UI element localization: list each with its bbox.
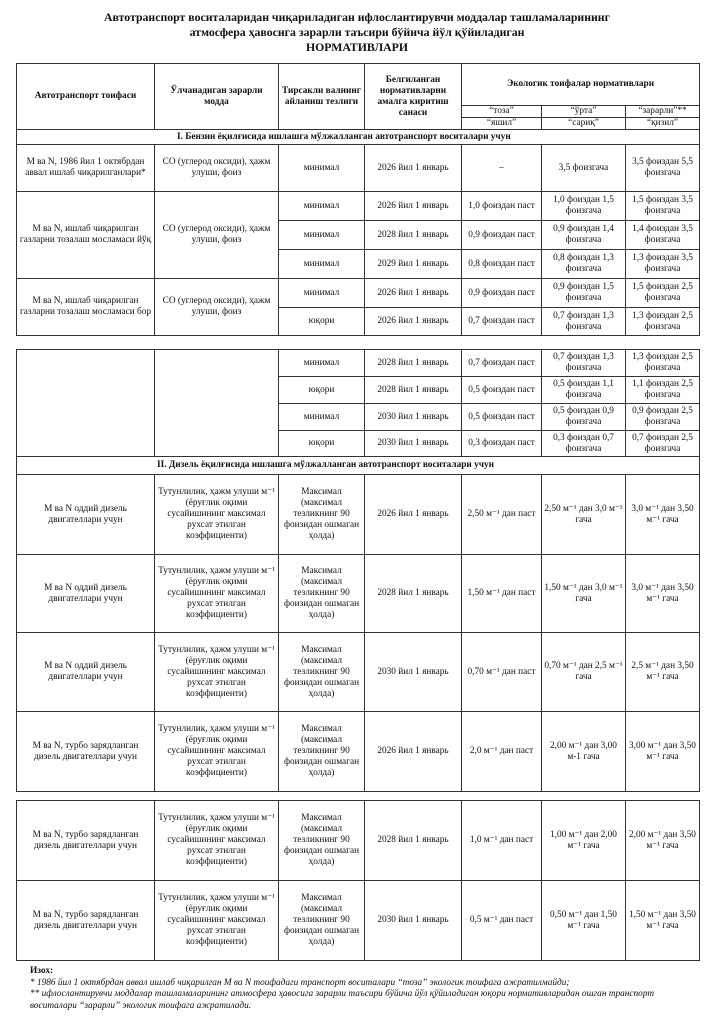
category-cell: M ва N, 1986 йил 1 октябрдан аввал ишлаб чиқарилганлари* xyxy=(17,145,155,192)
harm-cell: 1,5 фоиздан 3,5 фоизгача xyxy=(626,192,700,221)
harm-cell: 1,1 фоиздан 2,5 фоизгача xyxy=(626,377,700,404)
clean-cell: 0,3 фоиздан паст xyxy=(462,431,542,457)
harm-cell: 1,3 фоиздан 2,5 фоизгача xyxy=(626,308,700,336)
category-cell: M ва N, турбо зарядланган дизель двигателлари учун xyxy=(17,881,155,961)
clean-cell: 0,5 фоиздан паст xyxy=(462,404,542,431)
mid-cell: 2,00 м⁻¹ дан 3,00 м-1 гача xyxy=(542,712,626,792)
harm-cell: 1,5 фоиздан 2,5 фоизгача xyxy=(626,279,700,308)
speed-cell: Максимал (максимал тезликнинг 90 фоизидан ошмаган ҳолда) xyxy=(279,633,365,712)
mid-cell: 3,5 фоизгача xyxy=(542,145,626,192)
speed-cell: минимал xyxy=(279,279,365,308)
date-cell: 2030 йил 1 январь xyxy=(365,633,462,712)
date-cell: 2026 йил 1 январь xyxy=(365,475,462,555)
speed-cell: Максимал (максимал тезликнинг 90 фоизидан ошмаган ҳолда) xyxy=(279,801,365,881)
norms-table-part1 xyxy=(16,63,700,336)
header-harm-color: “қизил” xyxy=(626,118,700,130)
mid-cell: 1,50 м⁻¹ дан 3,0 м⁻¹ гача xyxy=(542,555,626,633)
clean-cell: – xyxy=(462,145,542,192)
clean-cell: 0,8 фоиздан паст xyxy=(462,250,542,279)
harm-cell: 1,50 м⁻¹ дан 3,50 м⁻¹ гача xyxy=(626,881,700,961)
table-row xyxy=(17,350,700,377)
substance-cell: Тутунлилик, ҳажм улуши м⁻¹ (ёруғлик оқими сусайишининг максимал рухсат этилган коэффициенти) xyxy=(155,475,279,555)
speed-cell: минимал xyxy=(279,404,365,431)
table-row xyxy=(17,145,700,192)
harm-cell: 0,7 фоиздан 2,5 фоизгача xyxy=(626,431,700,457)
header-mid-color: “сариқ” xyxy=(542,118,626,130)
table-row xyxy=(17,475,700,555)
mid-cell: 0,8 фоиздан 1,3 фоизгача xyxy=(542,250,626,279)
mid-cell: 2,50 м⁻¹ дан 3,0 м⁻¹ гача xyxy=(542,475,626,555)
speed-cell: Максимал (максимал тезликнинг 90 фоизидан ошмаган ҳолда) xyxy=(279,712,365,792)
date-cell: 2029 йил 1 январь xyxy=(365,250,462,279)
mid-cell: 0,9 фоиздан 1,4 фоизгача xyxy=(542,221,626,250)
clean-cell: 0,5 фоиздан паст xyxy=(462,377,542,404)
note-2: ** ифлослантирувчи моддалар ташламаларининг атмосфера ҳавосига зарарли таъсири бўйича йўл қўйиладиган юқори нормативларидан ошган транспорт воситалари “зарарли” экологик тоифага ажратилади. xyxy=(30,989,655,1011)
header-clean: “тоза” xyxy=(462,106,542,118)
notes-heading: Изох: xyxy=(30,966,54,976)
speed-cell: минимал xyxy=(279,350,365,377)
speed-cell: Максимал (максимал тезликнинг 90 фоизидан ошмаган ҳолда) xyxy=(279,475,365,555)
clean-cell: 0,7 фоиздан паст xyxy=(462,350,542,377)
category-cell: M ва N, турбо зарядланган дизель двигателлари учун xyxy=(17,712,155,792)
substance-cell: CO (углерод оксиди), ҳажм улуши, фоиз xyxy=(155,145,279,192)
mid-cell: 0,3 фоиздан 0,7 фоизгача xyxy=(542,431,626,457)
table-row xyxy=(17,192,700,221)
table-row xyxy=(17,712,700,792)
harm-cell: 0,9 фоиздан 2,5 фоизгача xyxy=(626,404,700,431)
category-cell: M ва N, ишлаб чиқарилган газларни тозалаш мосламаси йўқ xyxy=(17,192,155,279)
category-cell: M ва N оддий дизель двигателлари учун xyxy=(17,475,155,555)
date-cell: 2030 йил 1 январь xyxy=(365,431,462,457)
mid-cell: 0,50 м⁻¹ дан 1,50 м⁻¹ гача xyxy=(542,881,626,961)
mid-cell: 0,70 м⁻¹ дан 2,5 м⁻¹ гача xyxy=(542,633,626,712)
category-cell: M ва N оддий дизель двигателлари учун xyxy=(17,633,155,712)
substance-cell-empty xyxy=(155,350,279,457)
table-row xyxy=(17,279,700,308)
mid-cell: 0,5 фоиздан 0,9 фоизгача xyxy=(542,404,626,431)
date-cell: 2028 йил 1 январь xyxy=(365,221,462,250)
harm-cell: 3,0 м⁻¹ дан 3,50 м⁻¹ гача xyxy=(626,475,700,555)
table-row xyxy=(17,881,700,961)
substance-cell: Тутунлилик, ҳажм улуши м⁻¹ (ёруғлик оқими сусайишининг максимал рухсат этилган коэффициенти) xyxy=(155,801,279,881)
table-row xyxy=(17,555,700,633)
clean-cell: 0,7 фоиздан паст xyxy=(462,308,542,336)
header-date: Белгиланган нормативларни амалга киритиш санаси xyxy=(365,64,462,130)
table-row xyxy=(17,633,700,712)
harm-cell: 2,00 м⁻¹ дан 3,50 м⁻¹ гача xyxy=(626,801,700,881)
doc-title-line2: атмосфера ҳавосига зарарли таъсири бўйича йўл қўйиладиган xyxy=(189,25,525,39)
clean-cell: 2,50 м⁻¹ дан паст xyxy=(462,475,542,555)
speed-cell: юқори xyxy=(279,308,365,336)
mid-cell: 1,0 фоиздан 1,5 фоизгача xyxy=(542,192,626,221)
harm-cell: 2,5 м⁻¹ дан 3,50 м⁻¹ гача xyxy=(626,633,700,712)
table-row xyxy=(17,801,700,881)
mid-cell: 1,00 м⁻¹ дан 2,00 м⁻¹ гача xyxy=(542,801,626,881)
mid-cell: 0,5 фоиздан 1,1 фоизгача xyxy=(542,377,626,404)
harm-cell: 3,00 м⁻¹ дан 3,50 м⁻¹ гача xyxy=(626,712,700,792)
speed-cell: минимал xyxy=(279,250,365,279)
doc-title-line3: НОРМАТИВЛАРИ xyxy=(305,40,409,54)
doc-title-line1: Автотранспорт воситаларидан чиқариладиган ифлослантирувчи моддалар ташламаларининг xyxy=(104,10,610,24)
substance-cell: Тутунлилик, ҳажм улуши м⁻¹ (ёруғлик оқими сусайишининг максимал рухсат этилган коэффициенти) xyxy=(155,712,279,792)
clean-cell: 2,0 м⁻¹ дан паст xyxy=(462,712,542,792)
clean-cell: 1,0 фоиздан паст xyxy=(462,192,542,221)
speed-cell: Максимал (максимал тезликнинг 90 фоизидан ошмаган ҳолда) xyxy=(279,881,365,961)
notes-block xyxy=(30,966,700,1012)
section-petrol: I. Бензин ёқилғисида ишлашга мўлжалланган автотранспорт воситалари учун xyxy=(17,130,700,145)
substance-cell: Тутунлилик, ҳажм улуши м⁻¹ (ёруғлик оқими сусайишининг максимал рухсат этилган коэффициенти) xyxy=(155,555,279,633)
date-cell: 2026 йил 1 январь xyxy=(365,712,462,792)
date-cell: 2026 йил 1 январь xyxy=(365,192,462,221)
clean-cell: 1,50 м⁻¹ дан паст xyxy=(462,555,542,633)
speed-cell: минимал xyxy=(279,145,365,192)
note-1: * 1986 йил 1 октябрдан аввал ишлаб чиқарилган M ва N тоифадаги транспорт воситалари “тоза” экологик тоифага ажратилмайди; xyxy=(30,977,570,988)
date-cell: 2026 йил 1 январь xyxy=(365,308,462,336)
header-speed: Тирсакли валнинг айланиш тезлиги xyxy=(279,64,365,130)
substance-cell: CO (углерод оксиди), ҳажм улуши, фоиз xyxy=(155,279,279,336)
clean-cell: 0,9 фоиздан паст xyxy=(462,221,542,250)
date-cell: 2028 йил 1 январь xyxy=(365,801,462,881)
date-cell: 2026 йил 1 январь xyxy=(365,279,462,308)
norms-table-part3 xyxy=(16,800,700,961)
category-cell: M ва N, ишлаб чиқарилган газларни тозалаш мосламаси бор xyxy=(17,279,155,336)
mid-cell: 0,7 фоиздан 1,3 фоизгача xyxy=(542,308,626,336)
date-cell: 2028 йил 1 январь xyxy=(365,377,462,404)
date-cell: 2026 йил 1 январь xyxy=(365,145,462,192)
harm-cell: 1,3 фоиздан 2,5 фоизгача xyxy=(626,350,700,377)
header-eco: Экологик тоифалар нормативлари xyxy=(462,64,700,106)
header-harm: “зарарли”** xyxy=(626,106,700,118)
date-cell: 2030 йил 1 январь xyxy=(365,404,462,431)
category-cell-empty xyxy=(17,350,155,457)
clean-cell: 1,0 м⁻¹ дан паст xyxy=(462,801,542,881)
harm-cell: 3,5 фоиздан 5,5 фоизгача xyxy=(626,145,700,192)
header-mid: “ўрта” xyxy=(542,106,626,118)
substance-cell: Тутунлилик, ҳажм улуши м⁻¹ (ёруғлик оқими сусайишининг максимал рухсат этилган коэффициенти) xyxy=(155,633,279,712)
header-category: Автотранспорт тоифаси xyxy=(17,64,155,130)
date-cell: 2028 йил 1 январь xyxy=(365,350,462,377)
speed-cell: минимал xyxy=(279,192,365,221)
substance-cell: CO (углерод оксиди), ҳажм улуши, фоиз xyxy=(155,192,279,279)
category-cell: M ва N оддий дизель двигателлари учун xyxy=(17,555,155,633)
substance-cell: Тутунлилик, ҳажм улуши м⁻¹ (ёруғлик оқими сусайишининг максимал рухсат этилган коэффициенти) xyxy=(155,881,279,961)
norms-table-part2 xyxy=(16,349,700,792)
speed-cell: Максимал (максимал тезликнинг 90 фоизидан ошмаган ҳолда) xyxy=(279,555,365,633)
category-cell: M ва N, турбо зарядланган дизель двигателлари учун xyxy=(17,801,155,881)
harm-cell: 3,0 м⁻¹ дан 3,50 м⁻¹ гача xyxy=(626,555,700,633)
section-diesel: II. Дизель ёқилғисида ишлашга мўлжалланган автотранспорт воситалари учун xyxy=(17,457,700,475)
mid-cell: 0,9 фоиздан 1,5 фоизгача xyxy=(542,279,626,308)
harm-cell: 1,3 фоиздан 3,5 фоизгача xyxy=(626,250,700,279)
speed-cell: минимал xyxy=(279,221,365,250)
date-cell: 2030 йил 1 январь xyxy=(365,881,462,961)
clean-cell: 0,5 м⁻¹ дан паст xyxy=(462,881,542,961)
speed-cell: юқори xyxy=(279,377,365,404)
speed-cell: юқори xyxy=(279,431,365,457)
clean-cell: 0,9 фоиздан паст xyxy=(462,279,542,308)
mid-cell: 0,7 фоиздан 1,3 фоизгача xyxy=(542,350,626,377)
harm-cell: 1,4 фоиздан 3,5 фоизгача xyxy=(626,221,700,250)
header-clean-color: “яшил” xyxy=(462,118,542,130)
clean-cell: 0,70 м⁻¹ дан паст xyxy=(462,633,542,712)
date-cell: 2028 йил 1 январь xyxy=(365,555,462,633)
header-substance: Ўлчанадиган зарарли модда xyxy=(155,64,279,130)
